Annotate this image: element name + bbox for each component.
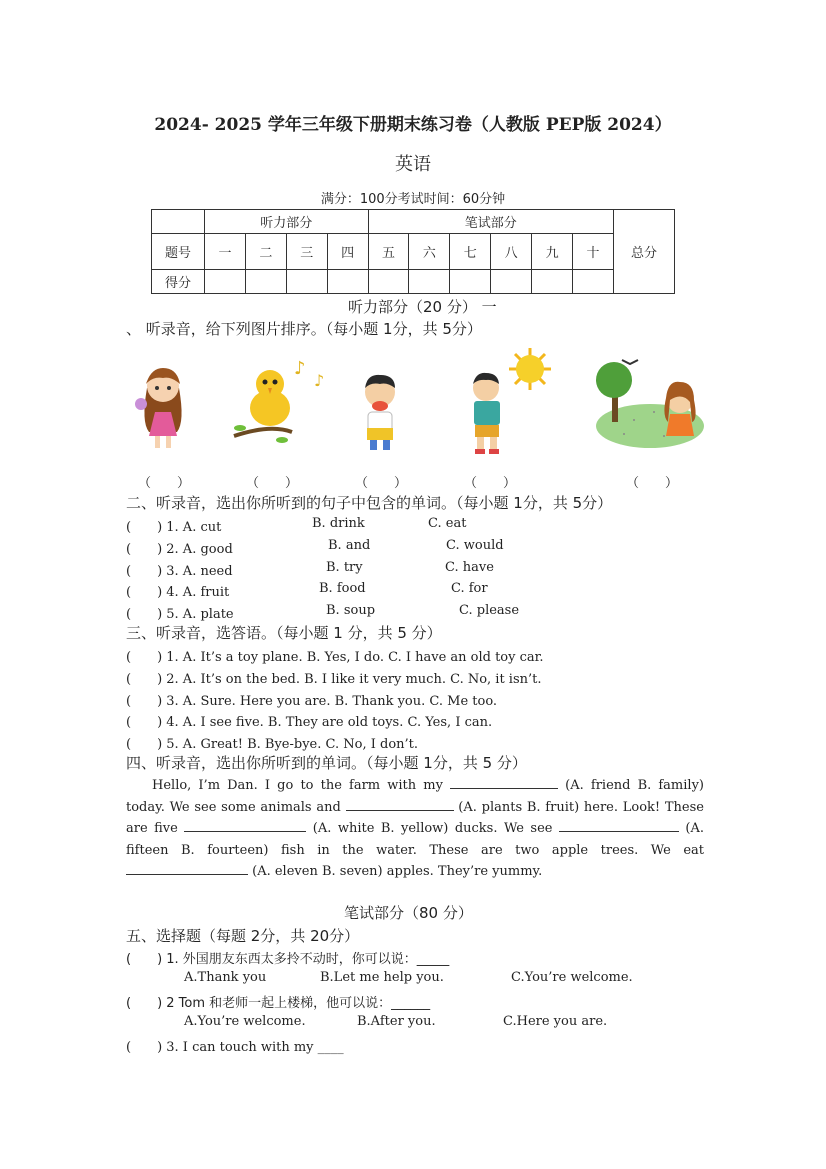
listening-header: 听力部分: [205, 210, 369, 234]
answer-blank[interactable]: [559, 819, 679, 832]
row-label-number: 题号: [152, 234, 205, 270]
singing-bird-picture: [230, 356, 330, 448]
part5-title: 五、选择题（每题 2分，共 20分）: [126, 927, 360, 945]
passage-text: (A. plants B. fruit) here. Look! These are five: [126, 799, 704, 837]
girl-icecream-picture: [133, 362, 193, 450]
option-b: B. and: [328, 538, 371, 553]
svg-text:♪: ♪: [314, 371, 325, 390]
question-number: 一: [205, 234, 246, 270]
question-item: ( ) 3. I can touch with my ____: [126, 1040, 344, 1055]
option-b: B. drink: [312, 516, 365, 531]
score-cell[interactable]: [245, 270, 286, 294]
question-number: 四: [327, 234, 368, 270]
score-cell[interactable]: [205, 270, 246, 294]
score-table: [151, 209, 675, 294]
part2-title: 二、听录音，选出你所听到的句子中包含的单词。（每小题 1分，共 5分）: [126, 494, 613, 512]
question-number: 三: [286, 234, 327, 270]
svg-text:♪: ♪: [294, 358, 306, 379]
passage-text: Hello, I’m Dan. I go to the farm with my: [152, 778, 443, 793]
option-b: B. soup: [326, 603, 376, 618]
answer-bracket[interactable]: （ ）: [355, 476, 408, 491]
passage: [126, 775, 704, 883]
question-item: ( ) 5. A. plate: [126, 607, 234, 622]
option-c: C.You’re welcome.: [511, 970, 633, 985]
option-c: C. have: [445, 560, 494, 575]
question-item: ( ) 4. A. I see five. B. They are old toys. C. Yes, I can.: [126, 715, 493, 730]
question-item: ( ) 2. A. It’s on the bed. B. I like it very much. C. No, it isn’t.: [126, 672, 542, 687]
question-item: ( ) 3. A. need: [126, 564, 233, 579]
option-a: A.Thank you: [184, 970, 267, 985]
score-cell[interactable]: [450, 270, 491, 294]
total-header: 总分: [614, 210, 675, 294]
question-number: 七: [450, 234, 491, 270]
option-c: C. would: [446, 538, 504, 553]
question-item: ( ) 5. A. Great! B. Bye-bye. C. No, I don’t.: [126, 737, 419, 752]
boy-eating-picture: [355, 372, 405, 452]
answer-blank[interactable]: [126, 862, 248, 875]
option-c: C.Here you are.: [503, 1014, 608, 1029]
part1-title: 、 听录音，给下列图片排序。（每小题 1分，共 5分）: [126, 320, 482, 338]
question-item: ( ) 3. A. Sure. Here you are. B. Thank you. C. Me too.: [126, 694, 498, 709]
score-cell[interactable]: [327, 270, 368, 294]
score-cell[interactable]: [573, 270, 614, 294]
question-item: ( ) 1. A. It’s a toy plane. B. Yes, I do. C. I have an old toy car.: [126, 650, 544, 665]
answer-bracket[interactable]: （ ）: [138, 476, 191, 491]
question-number: 八: [491, 234, 532, 270]
page-title: 2024- 2025 学年三年级下册期末练习卷（人教版 PEP版 2024）: [154, 115, 672, 135]
passage-text: (A. eleven B. seven) apples. They’re yummy.: [252, 864, 543, 880]
passage-text: (A. friend B. family) today. We see some animals and: [126, 778, 704, 815]
written-heading: 笔试部分（80 分）: [344, 904, 473, 922]
question-number: 九: [532, 234, 573, 270]
option-b: B.Let me help you.: [320, 970, 444, 985]
answer-blank[interactable]: [450, 776, 558, 789]
question-item: ( ) 2. A. good: [126, 542, 233, 557]
question-item: ( ) 1. 外国朋友东西太多拎不动时，你可以说：_____: [126, 952, 450, 967]
writing-header: 笔试部分: [368, 210, 613, 234]
option-b: B. try: [326, 560, 363, 575]
row-label-score: 得分: [152, 270, 205, 294]
answer-bracket[interactable]: （ ）: [246, 476, 299, 491]
question-item: ( ) 4. A. fruit: [126, 585, 230, 600]
option-c: C. for: [451, 581, 488, 596]
option-c: C. eat: [428, 516, 467, 531]
score-cell[interactable]: [532, 270, 573, 294]
question-item: ( ) 2 Tom 和老师一起上楼梯，他可以说：______: [126, 996, 431, 1011]
listening-heading: 听力部分（20 分） 一: [348, 298, 497, 316]
answer-blank[interactable]: [346, 798, 454, 811]
question-number: 六: [409, 234, 450, 270]
part4-title: 四、听录音，选出你所听到的单词。（每小题 1分，共 5 分）: [126, 754, 527, 772]
answer-blank[interactable]: [184, 819, 306, 832]
girl-rain-picture: [594, 350, 706, 450]
exam-meta: 满分：100分考试时间：60分钟: [320, 192, 506, 207]
option-b: B.After you.: [357, 1014, 436, 1029]
question-item: ( ) 1. A. cut: [126, 520, 222, 535]
boy-sun-picture: [462, 346, 558, 458]
option-b: B. food: [319, 581, 366, 596]
part3-title: 三、听录音，选答语。（每小题 1 分，共 5 分）: [126, 624, 442, 642]
passage-text: (A. fifteen B. fourteen) fish in the water. These are two apple trees. We eat: [126, 821, 704, 858]
answer-bracket[interactable]: （ ）: [626, 476, 679, 491]
passage-text: (A. white B. yellow) ducks. We see: [312, 821, 553, 837]
question-number: 十: [573, 234, 614, 270]
question-number: 五: [368, 234, 409, 270]
subject-title: 英语: [395, 154, 431, 175]
table-corner: [152, 210, 205, 234]
score-cell[interactable]: [491, 270, 532, 294]
score-cell[interactable]: [409, 270, 450, 294]
option-a: A.You’re welcome.: [184, 1014, 306, 1029]
answer-bracket[interactable]: （ ）: [464, 476, 517, 491]
question-number: 二: [245, 234, 286, 270]
option-c: C. please: [459, 603, 520, 618]
score-cell[interactable]: [286, 270, 327, 294]
score-cell[interactable]: [368, 270, 409, 294]
